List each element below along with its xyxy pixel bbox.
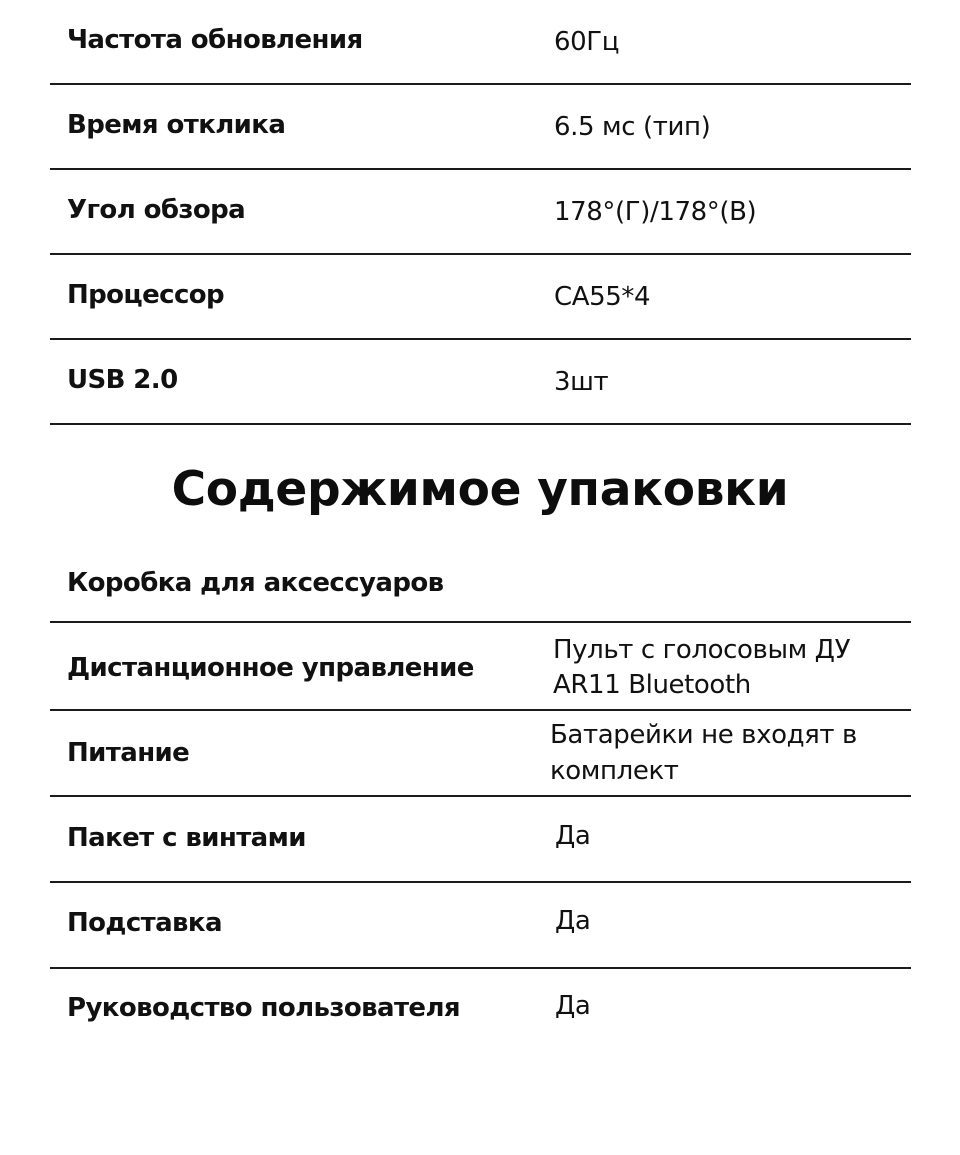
package-label: Дистанционное управление (67, 653, 474, 683)
spec-value: 6.5 мс (тип) (554, 112, 711, 142)
spec-label: Частота обновления (67, 25, 363, 55)
divider (50, 423, 911, 425)
package-label: Коробка для аксессуаров (67, 568, 444, 598)
divider (50, 967, 911, 969)
package-value: Да (555, 821, 591, 851)
package-value: AR11 Bluetooth (553, 670, 751, 700)
package-label: Подставка (67, 908, 222, 938)
package-label: Руководство пользователя (67, 993, 460, 1023)
package-value: Да (555, 906, 591, 936)
divider (50, 795, 911, 797)
spec-label: Процессор (67, 280, 225, 310)
divider (50, 253, 911, 255)
spec-label: Время отклика (67, 110, 286, 140)
divider (50, 709, 911, 711)
package-value: комплект (550, 756, 679, 786)
spec-value: CA55*4 (554, 282, 651, 312)
section-title: Содержимое упаковки (171, 462, 789, 517)
package-label: Питание (67, 738, 190, 768)
divider (50, 83, 911, 85)
spec-value: 178°(Г)/178°(В) (554, 197, 757, 227)
spec-label: USB 2.0 (67, 365, 178, 395)
divider (50, 338, 911, 340)
spec-value: 60Гц (554, 27, 620, 57)
package-value: Пульт с голосовым ДУ (553, 635, 851, 665)
divider (50, 168, 911, 170)
divider (50, 621, 911, 623)
divider (50, 881, 911, 883)
package-label: Пакет с винтами (67, 823, 306, 853)
package-value: Да (555, 991, 591, 1021)
package-value: Батарейки не входят в (550, 720, 857, 750)
spec-value: 3шт (554, 367, 609, 397)
spec-label: Угол обзора (67, 195, 246, 225)
